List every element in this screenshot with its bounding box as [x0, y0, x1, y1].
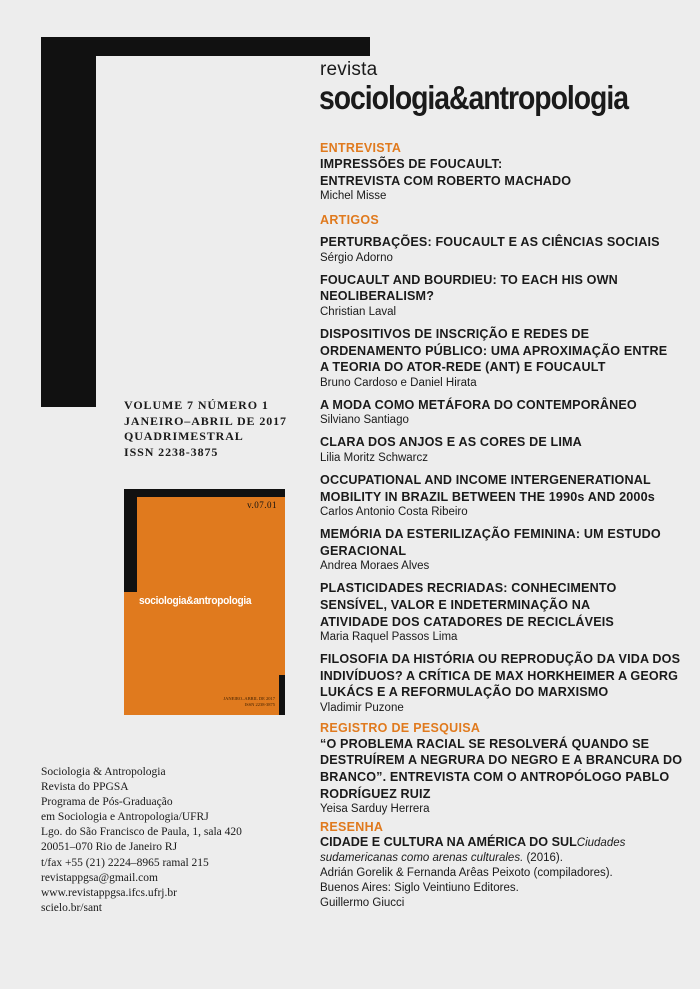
review-author: Guillermo Giucci	[320, 897, 405, 910]
address-line: t/fax +55 (21) 2224–8965 ramal 215	[41, 856, 209, 869]
toc-entry[interactable]: FOUCAULT AND BOURDIEU: TO EACH HIS OWN NEOLIBERALISM? Christian Laval	[320, 272, 618, 318]
review-editors: Adrián Gorelik & Fernanda Arêas Peixoto (compiladores).	[320, 867, 613, 880]
issue-date: JANEIRO–ABRIL DE 2017	[124, 413, 287, 428]
review-publisher: Buenos Aires: Siglo Veintiuno Editores.	[320, 882, 519, 895]
journal-title: sociologia&antropologia	[319, 79, 628, 116]
toc-entry[interactable]: A MODA COMO METÁFORA DO CONTEMPORÂNEO Silviano Santiago	[320, 397, 637, 427]
address-line: Lgo. do São Francisco de Paula, 1, sala 420	[41, 826, 242, 839]
table-of-contents	[320, 141, 690, 917]
issue-frequency: QUADRIMESTRAL	[124, 429, 244, 443]
website-link[interactable]: www.revistappgsa.ifcs.ufrj.br	[41, 886, 177, 899]
toc-entry[interactable]: PLASTICIDADES RECRIADAS: CONHECIMENTO SENSÍVEL, VALOR E INDETERMINAÇÃO NA ATIVIDADE DOS CATADORES DE RECICLÁVEIS Maria Raquel Passos Lima	[320, 581, 617, 644]
cover-thumb-left-bar	[124, 489, 137, 592]
review-year: (2016).	[523, 852, 563, 865]
review-title: CIDADE E CULTURA NA AMÉRICA DO SUL	[320, 835, 577, 850]
scielo-link[interactable]: scielo.br/sant	[41, 901, 102, 914]
toc-entry[interactable]: FILOSOFIA DA HISTÓRIA OU REPRODUÇÃO DA VIDA DOS INDIVÍDUOS? A CRÍTICA DE MAX HORKHEIMER A GEORG LUKÁCS E A REFORMULAÇÃO DO MARXISMO Vladimir Puzone	[320, 652, 681, 714]
cover-volume: v.07.01	[247, 500, 277, 510]
cover-thumb-right-bar	[279, 675, 285, 715]
issue-info	[124, 398, 287, 460]
publisher-address	[41, 765, 242, 916]
cover-frame-left-bar	[41, 37, 96, 407]
cover-footer: JANEIRO–ABRIL DE 2017 ISSN 2238-3875	[223, 696, 275, 707]
email-link[interactable]: revistappgsa@gmail.com	[41, 871, 158, 884]
review-book-title: Ciudades	[576, 837, 626, 850]
issue-volume: VOLUME 7 NÚMERO 1	[124, 398, 269, 412]
toc-entry[interactable]: CLARA DOS ANJOS E AS CORES DE LIMA Lilia Moritz Schwarcz	[320, 435, 582, 464]
address-line: Programa de Pós-Graduação	[41, 796, 173, 809]
section-heading-resenha: RESENHA	[320, 820, 384, 835]
section-heading-entrevista: ENTREVISTA	[320, 141, 402, 155]
cover-thumbnail	[124, 489, 285, 715]
cover-journal-name: sociologia&antropologia	[139, 595, 252, 607]
journal-label: revista	[320, 59, 378, 80]
address-line: Sociologia & Antropologia	[41, 766, 166, 778]
issue-issn: ISSN 2238-3875	[124, 444, 219, 459]
toc-entry[interactable]: “O PROBLEMA RACIAL SE RESOLVERÁ QUANDO SE DESTRUÍREM A NEGRURA DO NEGRO E A BRANCURA DO BRANCO”. ENTREVISTA COM O ANTROPÓLOGO PABLO RODRÍGUEZ RUIZ Yeisa Sarduy Herrera	[320, 736, 683, 816]
toc-entry[interactable]	[320, 835, 690, 911]
address-line: em Sociologia e Antropologia/UFRJ	[41, 811, 209, 824]
address-line: 20051–070 Rio de Janeiro RJ	[41, 841, 178, 854]
toc-entry[interactable]: PERTURBAÇÕES: FOUCAULT E AS CIÊNCIAS SOCIAIS Sérgio Adorno	[320, 235, 660, 264]
review-book-title-cont: sudamericanas como arenas culturales.	[320, 852, 524, 865]
section-heading-artigos: ARTIGOS	[320, 213, 380, 228]
toc-entry[interactable]: OCCUPATIONAL AND INCOME INTERGENERATIONAL MOBILITY IN BRAZIL BETWEEN THE 1990s AND 2000s Carlos Antonio Costa Ribeiro	[320, 472, 655, 519]
address-line: Revista do PPGSA	[41, 781, 129, 794]
entry-author: Michel Misse	[320, 190, 387, 203]
toc-entry[interactable]: MEMÓRIA DA ESTERILIZAÇÃO FEMININA: UM ESTUDO GERACIONAL Andrea Moraes Alves	[320, 527, 661, 573]
toc-entry[interactable]: DISPOSITIVOS DE INSCRIÇÃO E REDES DE ORDENAMENTO PÚBLICO: UMA APROXIMAÇÃO ENTRE A TEORIA DO ATOR-REDE (ANT) E FOUCAULT Bruno Cardoso e Daniel Hirata	[320, 326, 668, 389]
toc-entry[interactable]	[320, 156, 690, 204]
entry-title: IMPRESSÕES DE FOUCAULT:	[320, 157, 503, 171]
entry-title: ENTREVISTA COM ROBERTO MACHADO	[320, 173, 572, 188]
cover-thumb-top-bar	[124, 489, 285, 497]
section-heading-registro: REGISTRO DE PESQUISA	[320, 720, 481, 735]
